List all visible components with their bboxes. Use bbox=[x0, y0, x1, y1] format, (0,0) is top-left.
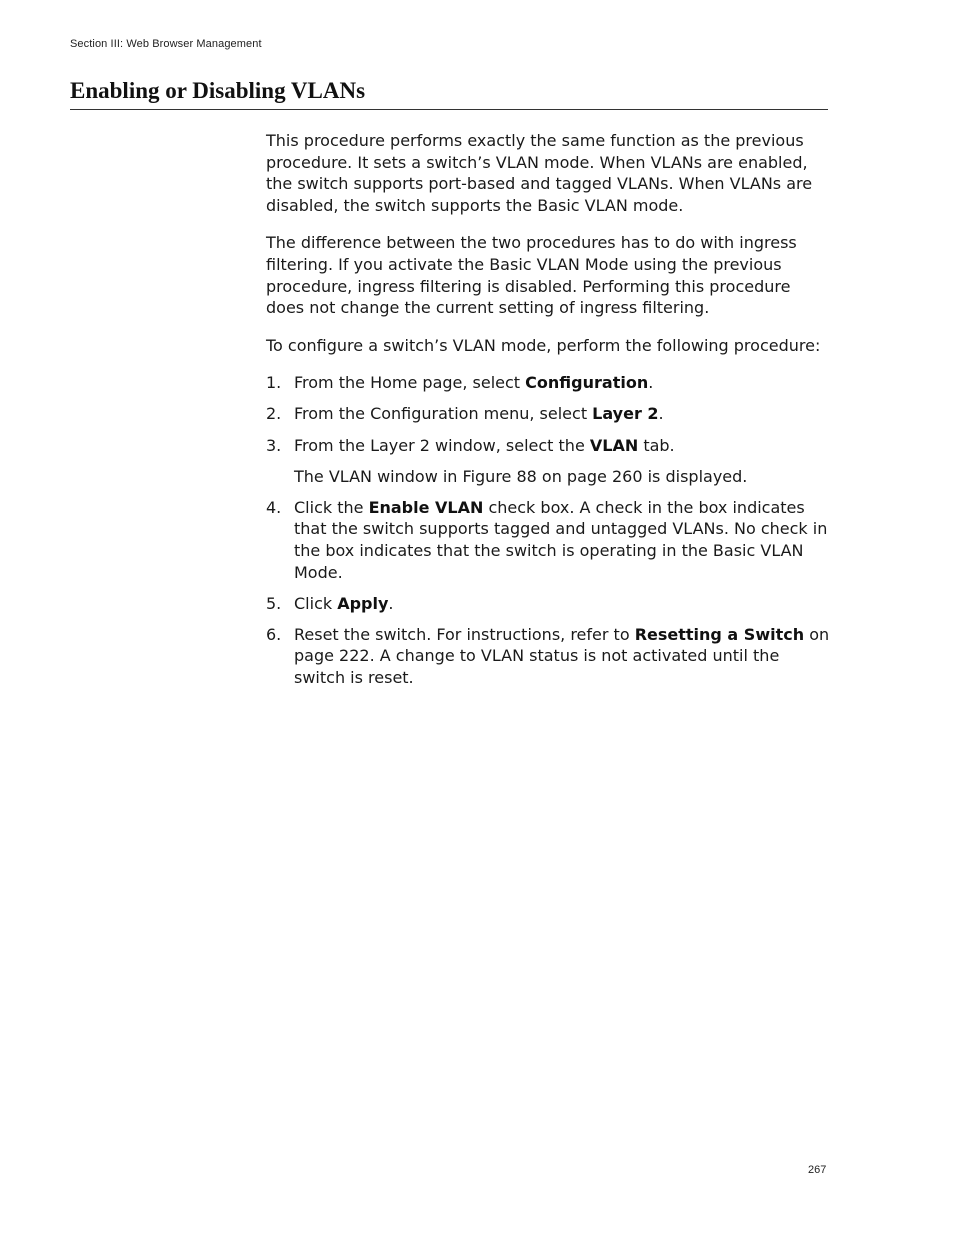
step-number: 4. bbox=[266, 497, 282, 517]
step-text: Click bbox=[294, 593, 338, 613]
step-number: 2. bbox=[266, 404, 282, 424]
step-2 bbox=[266, 403, 832, 425]
body-text bbox=[266, 130, 832, 698]
step-note: The VLAN window in Figure 88 on page 260 is displayed. bbox=[294, 466, 748, 486]
step-text: check box. A check in the box indicates that the switch supports tagged and untagged VLANs. No check in the box indicates that the switch is operating in the Basic VLAN Mode. bbox=[294, 497, 828, 582]
step-text: Reset the switch. For instructions, refer to bbox=[294, 624, 635, 644]
title-rule bbox=[70, 109, 828, 110]
step-ui-term: VLAN bbox=[589, 435, 639, 455]
procedure-steps bbox=[266, 372, 832, 688]
step-text: on page 222. A change to VLAN status is not activated until the switch is reset. bbox=[294, 624, 830, 687]
step-text: Click the bbox=[294, 497, 369, 517]
step-number: 5. bbox=[266, 593, 282, 613]
step-6 bbox=[266, 624, 832, 689]
paragraph-difference: The difference between the two procedures has to do with ingress filtering. If you activate the Basic VLAN Mode using the previous procedure, ingress filtering is disabled. Performing this procedure does not change the current setting of ingress filtering. bbox=[266, 233, 797, 318]
step-text: From the Home page, select bbox=[294, 373, 526, 393]
step-text: From the Layer 2 window, select the bbox=[294, 435, 590, 455]
paragraph-intro: This procedure performs exactly the same function as the previous procedure. It sets a switch’s VLAN mode. When VLANs are enabled, the switch supports port-based and tagged VLANs. When VLANs are disabled, the switch supports the Basic VLAN mode. bbox=[266, 131, 813, 215]
step-ui-term: Layer 2 bbox=[592, 404, 659, 424]
paragraph-procedure-lead: To configure a switch’s VLAN mode, perform the following procedure: bbox=[266, 335, 821, 355]
page-number: 267 bbox=[808, 1164, 827, 1176]
step-3 bbox=[266, 435, 832, 488]
step-ui-term: Configuration bbox=[525, 373, 649, 393]
section-title: Enabling or Disabling VLANs bbox=[70, 78, 366, 103]
step-4 bbox=[266, 497, 832, 583]
step-number: 1. bbox=[266, 373, 282, 393]
step-number: 6. bbox=[266, 624, 282, 644]
step-text: . bbox=[648, 373, 654, 393]
step-cross-reference: Resetting a Switch bbox=[634, 624, 805, 644]
step-5 bbox=[266, 593, 832, 615]
step-text: . bbox=[388, 593, 394, 613]
step-text: From the Configuration menu, select bbox=[294, 404, 593, 424]
step-text: tab. bbox=[638, 435, 675, 455]
step-ui-term: Enable VLAN bbox=[368, 497, 484, 517]
step-1 bbox=[266, 372, 832, 394]
step-ui-term: Apply bbox=[337, 593, 389, 613]
step-number: 3. bbox=[266, 435, 282, 455]
running-header: Section III: Web Browser Management bbox=[70, 38, 262, 50]
step-text: . bbox=[658, 404, 664, 424]
